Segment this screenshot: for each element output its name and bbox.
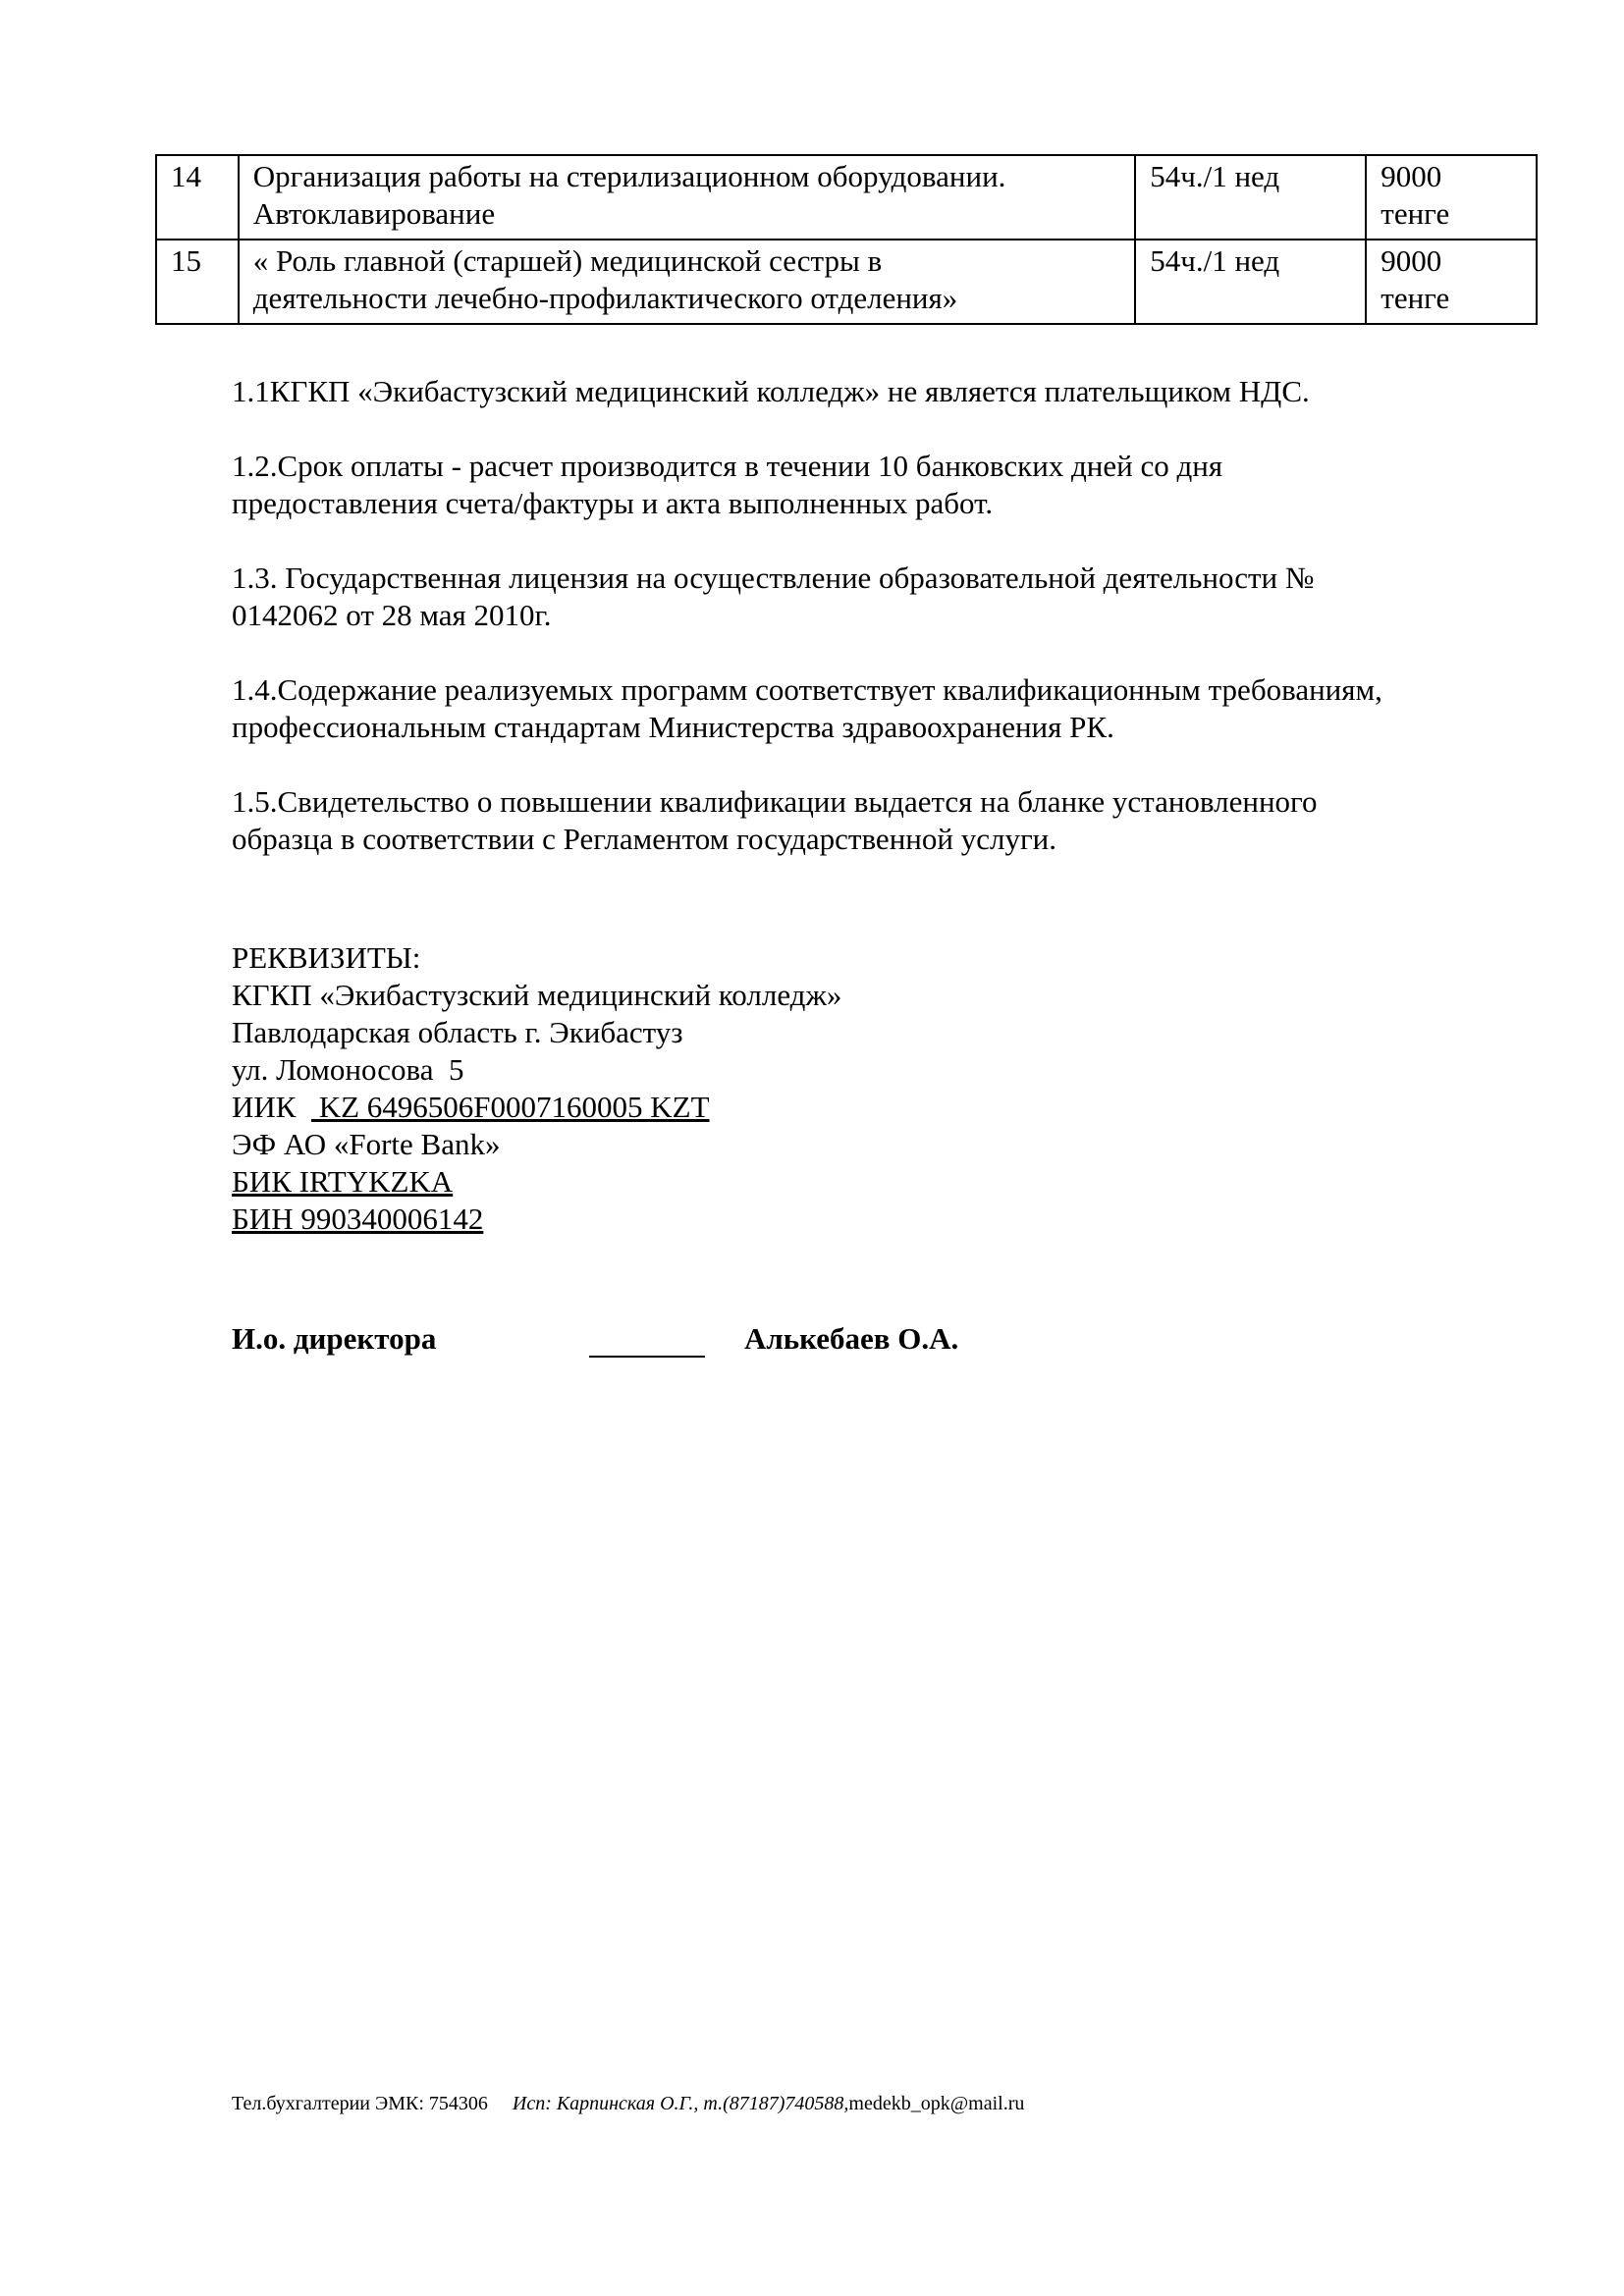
- requisites-org: КГКП «Экибастузский медицинский колледж»: [232, 978, 842, 1012]
- table-row: [156, 240, 1537, 324]
- clause-line: предоставления счета/фактуры и акта выполненных работ.: [232, 486, 994, 520]
- requisites-heading: РЕКВИЗИТЫ:: [232, 940, 421, 975]
- course-title-line: Организация работы на стерилизационном оборудовании.: [252, 159, 1006, 193]
- course-title: [239, 240, 1135, 324]
- table-row: [156, 155, 1537, 240]
- clause-line: 0142062 от 28 мая 2010г.: [232, 598, 552, 632]
- clause-line: образца в соответствии с Регламентом государственной услуги.: [232, 822, 1056, 856]
- clause-line: 1.5.Свидетельство о повышении квалификации выдается на бланке установленного: [232, 784, 1318, 819]
- price-amount: 9000: [1380, 243, 1442, 278]
- footer-executor: Исп: Карпинская О.Г., т.(87187)740588,: [512, 2093, 849, 2114]
- course-duration: 54ч./1 нед: [1135, 155, 1366, 240]
- course-title-line: « Роль главной (старшей) медицинской сестры в: [252, 243, 883, 278]
- price-amount: 9000: [1380, 159, 1442, 193]
- course-title-line: Автоклавирование: [252, 196, 496, 231]
- clause-line: 1.4.Содержание реализуемых программ соответствует квалификационным требованиям,: [232, 672, 1382, 707]
- footer-email: medekb_opk@mail.ru: [848, 2093, 1025, 2114]
- requisites-iik: [232, 1089, 841, 1126]
- clause-1-3: [232, 560, 1547, 634]
- iik-label: ИИК: [232, 1090, 311, 1124]
- page-footer: [232, 2092, 1024, 2115]
- requisites-bank: ЭФ АО «Forte Bank»: [232, 1127, 501, 1161]
- requisites-region: Павлодарская область г. Экибастуз: [232, 1015, 683, 1049]
- iik-value: KZ 6496506F0007160005 KZT: [310, 1090, 710, 1124]
- course-duration: 54ч./1 нед: [1135, 240, 1366, 324]
- row-number: 14: [156, 155, 239, 240]
- requisites-street: ул. Ломоносова 5: [232, 1052, 464, 1087]
- clause-1-5: [232, 783, 1547, 858]
- clause-line: профессиональным стандартам Министерства здравоохранения РК.: [232, 710, 1114, 744]
- price-currency: тенге: [1380, 196, 1450, 231]
- course-title-line: деятельности лечебно-профилактического отделения»: [252, 281, 958, 315]
- row-number: 15: [156, 240, 239, 324]
- clause-line: 1.3. Государственная лицензия на осуществление образовательной деятельности №: [232, 561, 1315, 595]
- courses-table: [155, 154, 1538, 325]
- clause-line: 1.1КГКП «Экибастузский медицинский колледж» не является плательщиком НДС.: [232, 374, 1310, 408]
- clause-line: 1.2.Срок оплаты - расчет производится в течении 10 банковских дней со дня: [232, 449, 1223, 483]
- course-price: [1366, 155, 1537, 240]
- signatory-name: Алькебаев О.А.: [744, 1321, 959, 1356]
- signature-line: [589, 1320, 705, 1358]
- footer-accounting-phone: Тел.бухгалтерии ЭМК: 754306: [232, 2093, 488, 2114]
- requisites-block: [232, 939, 841, 1238]
- requisites-bik: БИК IRTYKZKA: [232, 1164, 454, 1199]
- course-price: [1366, 240, 1537, 324]
- clause-1-4: [232, 671, 1547, 746]
- clause-1-1: [232, 373, 1547, 410]
- price-currency: тенге: [1380, 281, 1450, 315]
- course-title: [239, 155, 1135, 240]
- signatory-role: И.о. директора: [232, 1321, 437, 1356]
- clauses-section: [232, 373, 1547, 895]
- clause-1-2: [232, 448, 1547, 522]
- requisites-bin: БИН 990340006142: [232, 1201, 484, 1236]
